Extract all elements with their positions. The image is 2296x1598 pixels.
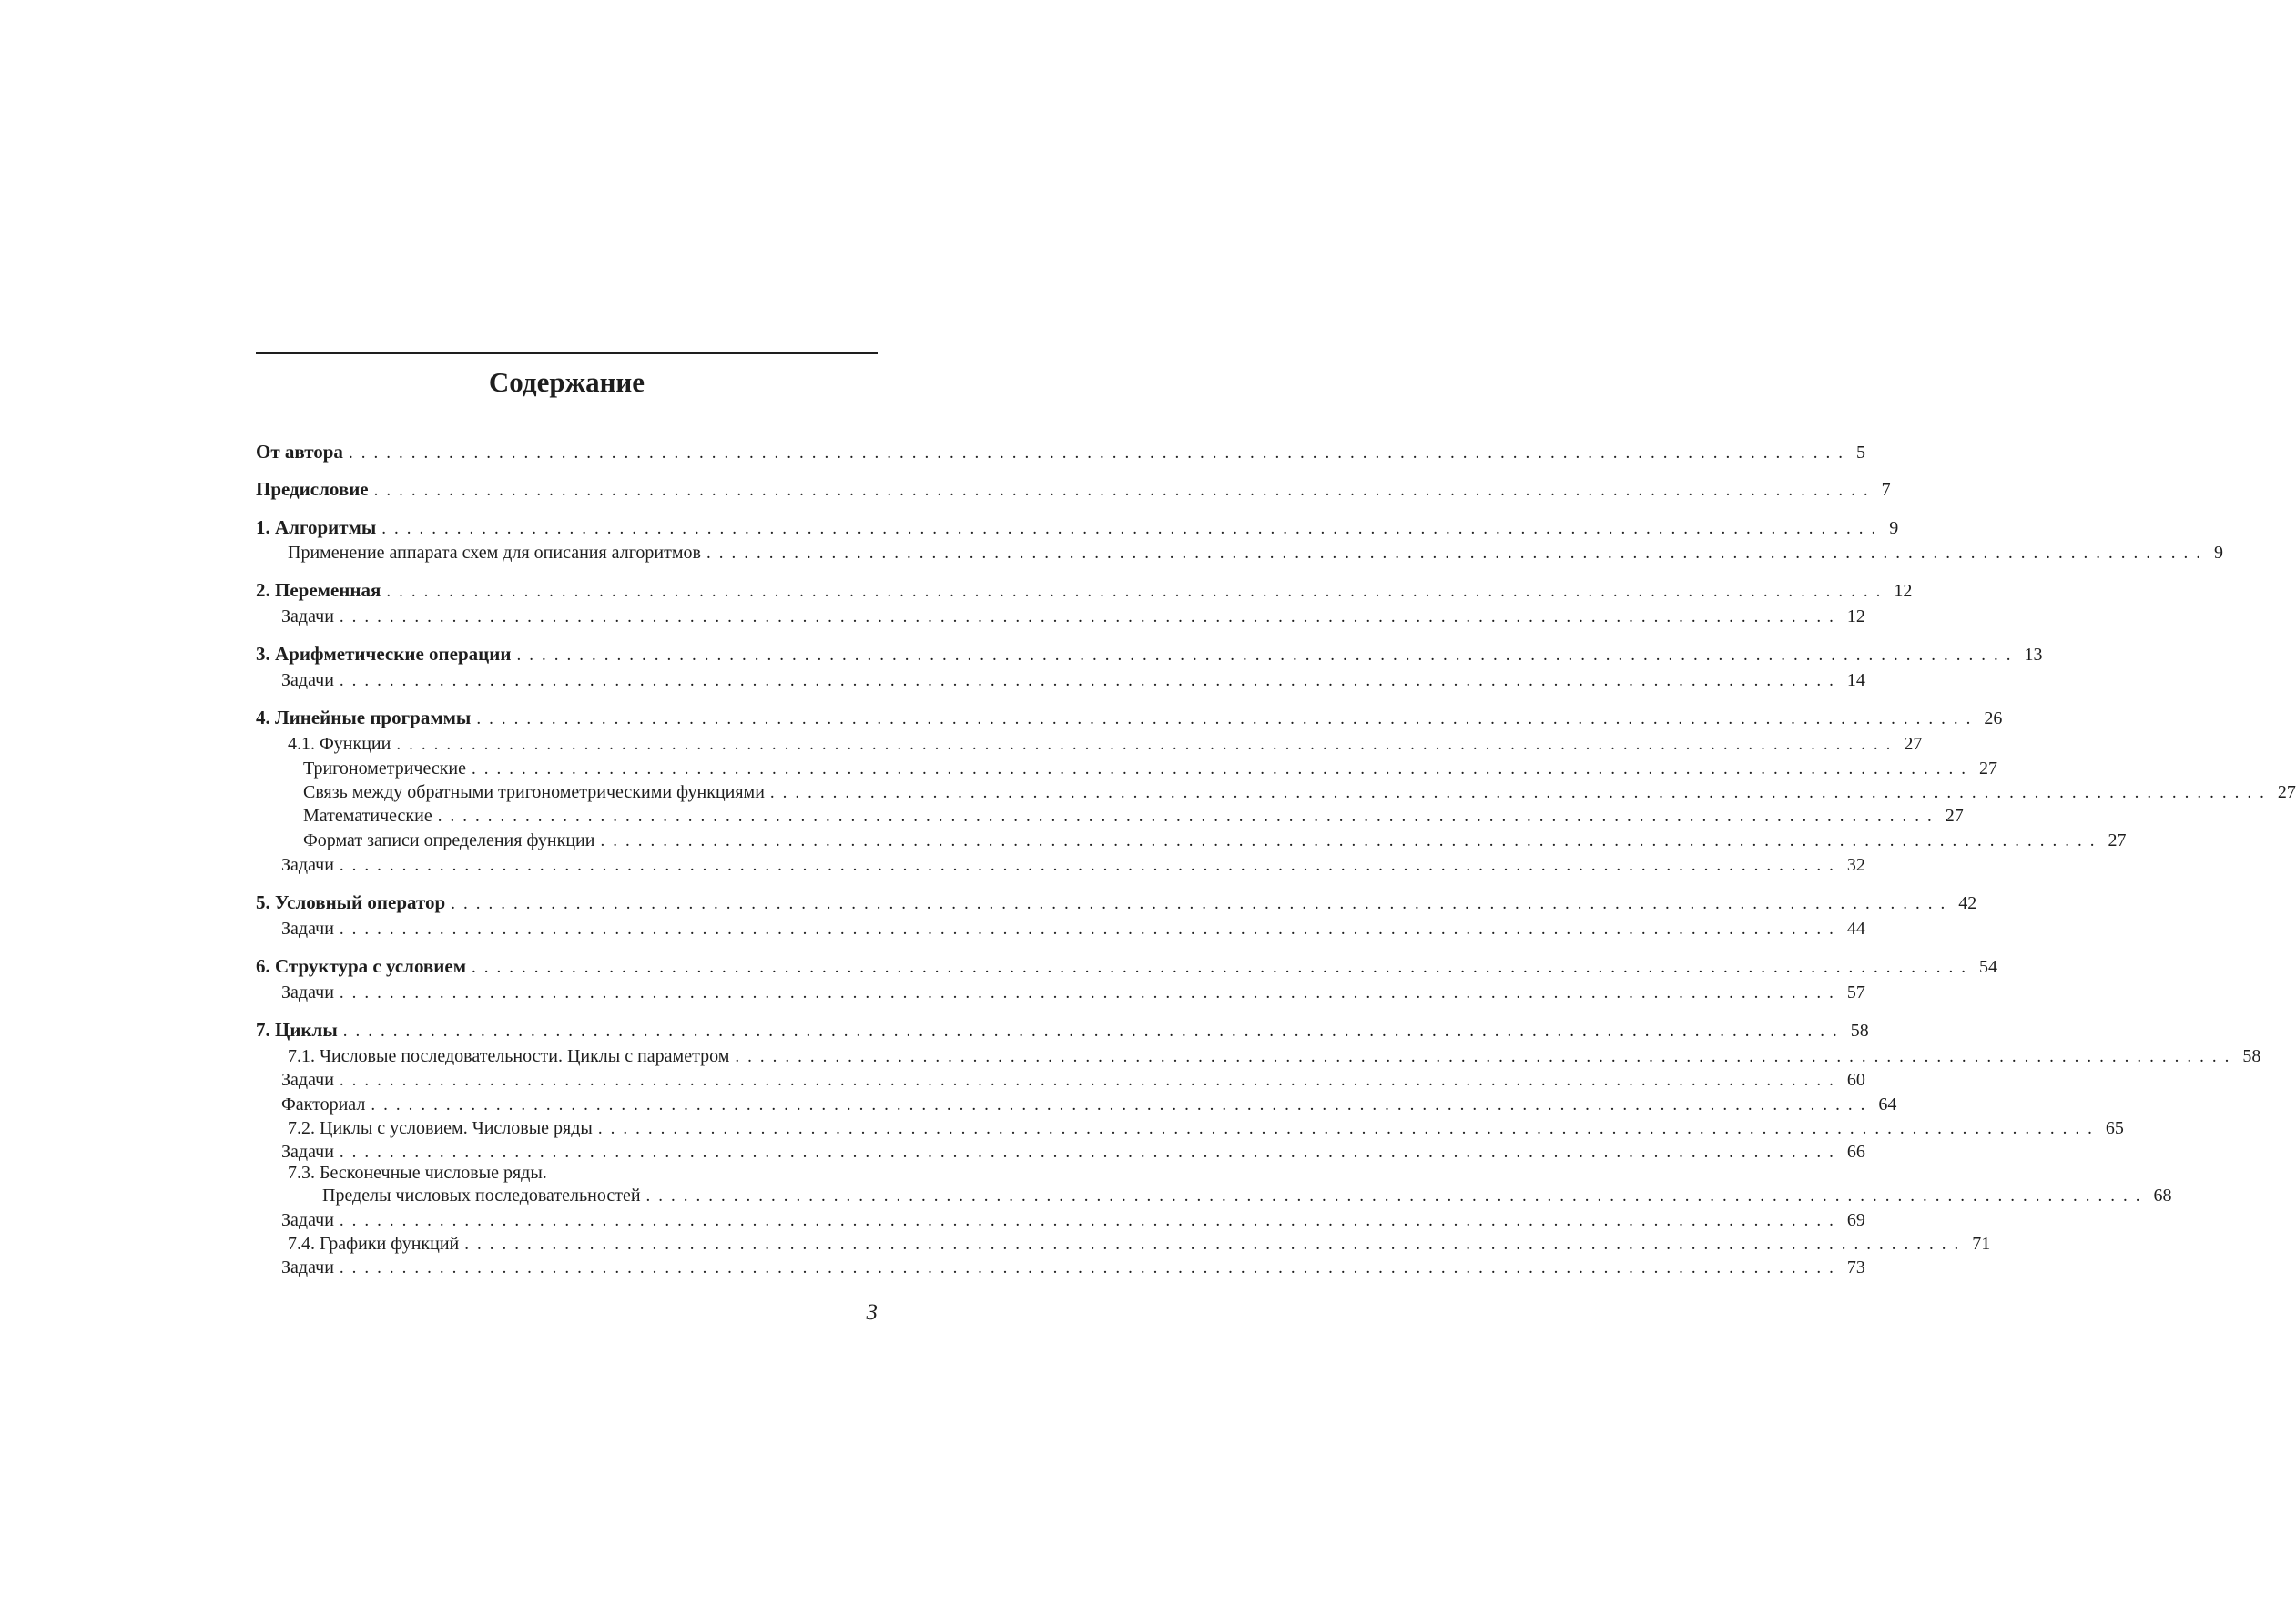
page-number: 3 bbox=[866, 1300, 878, 1325]
toc-entry-title: 4. Линейные программы bbox=[256, 707, 472, 728]
toc-entry bbox=[256, 1208, 1865, 1232]
toc-entry bbox=[256, 981, 1865, 1004]
toc-entry-title: Тригонометрические bbox=[303, 758, 467, 779]
toc-entry bbox=[256, 1161, 878, 1185]
toc-entry-title: Применение аппарата схем для описания алгоритмов bbox=[288, 543, 701, 563]
toc-entry bbox=[256, 891, 1977, 914]
dot-leader: ........................................................................................................................ bbox=[769, 783, 2272, 802]
toc-entry-title: 7. Циклы bbox=[256, 1019, 338, 1041]
toc-entry-title: Пределы числовых последовательностей bbox=[322, 1186, 641, 1206]
toc-entry-page: 9 bbox=[1889, 518, 1899, 538]
toc-entry bbox=[256, 578, 1913, 602]
toc-entry bbox=[256, 829, 2127, 852]
dot-leader: ........................................................................................................................ bbox=[706, 544, 2209, 563]
toc-entry-title: 7.1. Числовые последовательности. Циклы с параметром bbox=[288, 1046, 730, 1066]
toc-entry bbox=[256, 1256, 1865, 1279]
toc-entry-page: 32 bbox=[1846, 855, 1865, 875]
toc-entry-title: 7.3. Бесконечные числовые ряды. bbox=[288, 1163, 547, 1183]
top-rule bbox=[256, 352, 878, 354]
dot-leader: ........................................................................................................................ bbox=[597, 1119, 2100, 1138]
toc-entry-page: 9 bbox=[2213, 543, 2223, 563]
toc-entry bbox=[256, 706, 2003, 729]
toc-entry-title: Задачи bbox=[281, 982, 334, 1003]
dot-leader: ........................................................................................................................ bbox=[339, 983, 1842, 1003]
dot-leader: ........................................................................................................................ bbox=[339, 1211, 1842, 1230]
toc-entry bbox=[256, 541, 2223, 565]
dot-leader: ........................................................................................................................ bbox=[600, 831, 2103, 850]
toc-entry-title: Задачи bbox=[281, 1142, 334, 1162]
toc-entry-title: 7.4. Графики функций bbox=[288, 1234, 460, 1254]
toc-entry bbox=[256, 780, 2296, 804]
toc-entry bbox=[256, 757, 1998, 780]
dot-leader: ........................................................................................................................ bbox=[437, 807, 1940, 826]
toc-entry-title: 1. Алгоритмы bbox=[256, 516, 377, 538]
toc-entry-page: 65 bbox=[2105, 1118, 2124, 1138]
toc-entry bbox=[256, 1232, 1991, 1256]
dot-leader: ........................................................................................................................ bbox=[645, 1186, 2149, 1206]
dot-leader: ........................................................................................................................ bbox=[342, 1022, 1845, 1041]
dot-leader: ........................................................................................................................ bbox=[339, 856, 1842, 875]
toc-entry-page: 27 bbox=[1979, 758, 1998, 779]
toc-entry-page: 27 bbox=[2108, 830, 2127, 850]
dot-leader: ........................................................................................................................ bbox=[371, 1095, 1874, 1115]
toc-entry bbox=[256, 732, 1923, 756]
toc-entry-page: 44 bbox=[1846, 919, 1865, 939]
toc-entry bbox=[256, 1116, 2124, 1140]
dot-leader: ........................................................................................................................ bbox=[339, 920, 1842, 939]
toc-entry-title: Задачи bbox=[281, 670, 334, 690]
toc-entry-title: 6. Структура с условием bbox=[256, 955, 466, 977]
dot-leader: ........................................................................................................................ bbox=[339, 607, 1842, 626]
toc-entry-page: 14 bbox=[1846, 670, 1865, 690]
toc-entry-page: 66 bbox=[1846, 1142, 1865, 1162]
dot-leader: ........................................................................................................................ bbox=[735, 1047, 2238, 1066]
toc-entry-title: Предисловие bbox=[256, 478, 369, 500]
toc-entry bbox=[256, 804, 1964, 828]
dot-leader: ........................................................................................................................ bbox=[472, 958, 1974, 977]
toc-entry bbox=[256, 605, 1865, 628]
toc-entry-title: Задачи bbox=[281, 919, 334, 939]
toc-entry-title: Задачи bbox=[281, 1070, 334, 1090]
dot-leader: ........................................................................................................................ bbox=[348, 443, 1851, 463]
toc-entry-title: Математические bbox=[303, 806, 432, 826]
toc-entry bbox=[256, 1044, 2261, 1068]
toc-entry-page: 26 bbox=[1984, 708, 2003, 728]
toc-entry-page: 12 bbox=[1846, 606, 1865, 626]
toc-entry-title: Задачи bbox=[281, 1257, 334, 1277]
dot-leader: ........................................................................................................................ bbox=[472, 759, 1975, 779]
toc-entry-page: 13 bbox=[2024, 645, 2043, 665]
toc-entry-title: Факториал bbox=[281, 1094, 366, 1115]
toc-entry-title: Связь между обратными тригонометрическими функциями bbox=[303, 782, 765, 802]
toc-entry bbox=[256, 1093, 1897, 1116]
toc-entry-title: 3. Арифметические операции bbox=[256, 643, 512, 665]
dot-leader: ........................................................................................................................ bbox=[381, 519, 1885, 538]
toc-entry-page: 73 bbox=[1846, 1257, 1865, 1277]
toc-entry-page: 27 bbox=[2277, 782, 2296, 802]
dot-leader: ........................................................................................................................ bbox=[464, 1235, 1967, 1254]
toc-entry-page: 5 bbox=[1855, 443, 1865, 463]
toc-entry-page: 7 bbox=[1881, 480, 1891, 500]
dot-leader: ........................................................................................................................ bbox=[339, 1258, 1842, 1277]
toc-entry-page: 60 bbox=[1846, 1070, 1865, 1090]
dot-leader: ........................................................................................................................ bbox=[476, 709, 1979, 728]
toc-entry bbox=[256, 515, 1899, 539]
toc-entry-title: 2. Переменная bbox=[256, 579, 381, 601]
toc-entry-page: 58 bbox=[1850, 1021, 1869, 1041]
dot-leader: ........................................................................................................................ bbox=[339, 1071, 1842, 1090]
toc-entry bbox=[256, 440, 1865, 463]
toc-entry-page: 27 bbox=[1904, 734, 1923, 754]
toc-entry-title: 7.2. Циклы с условием. Числовые ряды bbox=[288, 1118, 593, 1138]
dot-leader: ........................................................................................................................ bbox=[451, 894, 1954, 913]
toc-entry-title: Формат записи определения функции bbox=[303, 830, 595, 850]
dot-leader: ........................................................................................................................ bbox=[396, 735, 1899, 754]
toc-entry-title: 4.1. Функции bbox=[288, 734, 391, 754]
toc-entry bbox=[256, 954, 1997, 978]
toc-entry-title: 5. Условный оператор bbox=[256, 891, 446, 913]
toc-entry-page: 64 bbox=[1878, 1094, 1897, 1115]
toc-entry-page: 12 bbox=[1894, 581, 1913, 601]
toc-entry-page: 42 bbox=[1958, 893, 1977, 913]
toc-entry-page: 68 bbox=[2153, 1186, 2172, 1206]
toc-entry-page: 69 bbox=[1846, 1210, 1865, 1230]
toc-entry bbox=[256, 1018, 1869, 1042]
page-title: Содержание bbox=[488, 366, 645, 398]
toc-entry-title: Задачи bbox=[281, 855, 334, 875]
dot-leader: ........................................................................................................................ bbox=[339, 671, 1842, 690]
toc-entry bbox=[256, 1184, 2172, 1207]
dot-leader: ........................................................................................................................ bbox=[339, 1143, 1842, 1162]
dot-leader: ........................................................................................................................ bbox=[373, 481, 1876, 500]
toc-entry-page: 54 bbox=[1979, 957, 1997, 977]
toc-entry bbox=[256, 853, 1865, 877]
toc-entry-page: 71 bbox=[1972, 1234, 1991, 1254]
toc-entry bbox=[256, 1068, 1865, 1092]
toc-entry-page: 58 bbox=[2242, 1046, 2261, 1066]
toc-entry bbox=[256, 477, 1891, 501]
toc-entry bbox=[256, 642, 2043, 666]
toc-entry bbox=[256, 668, 1865, 692]
dot-leader: ........................................................................................................................ bbox=[386, 582, 1889, 601]
toc-entry-title: Задачи bbox=[281, 1210, 334, 1230]
toc-entry-page: 57 bbox=[1846, 982, 1865, 1003]
toc-entry-title: Задачи bbox=[281, 606, 334, 626]
dot-leader: ........................................................................................................................ bbox=[516, 646, 2019, 665]
toc-entry-page: 27 bbox=[1945, 806, 1964, 826]
toc-entry bbox=[256, 917, 1865, 941]
toc-entry-title: От автора bbox=[256, 441, 343, 463]
